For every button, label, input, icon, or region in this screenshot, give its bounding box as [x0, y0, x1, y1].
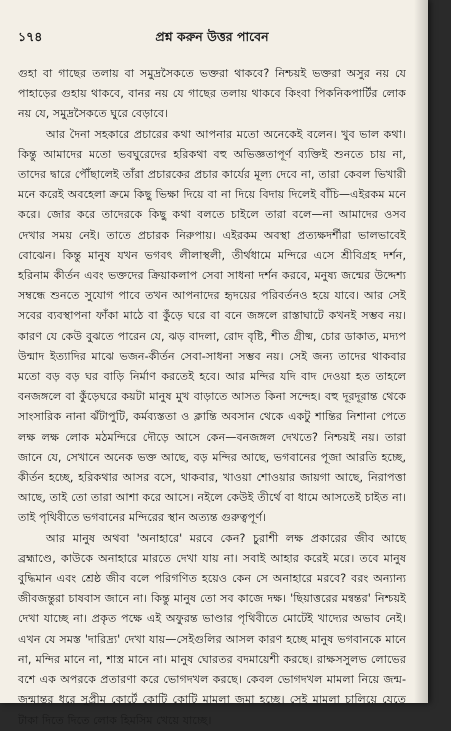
paragraph-1: গুহা বা গাছের তলায় বা সমুদ্রসৈকতে ভক্তরা থাকবে? নিশ্চয়ই ভক্তরা অসুর নয় যে পাহাড়ের গুহায় থাকবে, বানর নয় যে গাছের তলায় থাকবে কিংবা পিকনিকপার্টির লোক নয় যে, সমুদ্রসৈকতে ঘুরে বেড়াবে। — [18, 67, 406, 121]
page-header — [18, 30, 406, 48]
paragraph-3: আর মানুষ অথবা 'অনাহারে' মরবে কেন? চুরাশী লক্ষ প্রকারের জীব আছে ব্রহ্মাণ্ডে, কাউকে অনাহারে মারতে দেখা যায় না। সবাই আহার করেই মরে। তবে মানুষ বুদ্ধিমান এবং শ্রেষ্ঠ জীব বলে পরিগণিত হয়েও কেন সে অনাহারে মরবে? বরং অন্যান্য জীবজন্তুরা চাষবাস জানে না। কিন্তু মানুষ তো সব কাজে দক্ষ। 'ছিয়াত্তরের মন্বন্তর' নিশ্চয়ই দেখা যাচ্ছে না। প্রকৃত পক্ষে এই অফুরন্ত ভাণ্ডার পৃথিবীতে মোটেই খাদ্যের অভাব নেই। এখন যে সমস্ত 'দারিদ্র্য' দেখা যায়—সেইগুলির আসল কারণ হচ্ছে মানুষ ভগবানকে মানে না, মন্দির মানে না, শাস্ত্র মানে না। মানুষ ঘোরতর বদমায়েশী করছে। রাক্ষসসুলভ লোভের বশে এক অপরকে প্রতারণা করে ভোগদখল করছে। কেবল ভোগদখল মামলা নিয়ে জন্ম-জন্মান্তর ধরে সুপ্রীম কোর্টে কোটি কোটি মামলা জমা হচ্ছে। সেই মামলা চালিয়ে যেতে টাকা দিতে দিতে লোক হিমসিম খেয়ে যাচ্ছে। — [18, 531, 406, 727]
page-number: ১৭৪ — [18, 29, 43, 44]
body-text — [18, 64, 406, 731]
running-title: প্রশ্ন করুন উত্তর পাবেন — [155, 29, 269, 44]
paragraph-2: আর দৈনা সহকারে প্রচারের কথা আপনার মতো অনেকেই বলেন। খুব ভাল কথা। কিন্তু আমাদের মতো ভবঘুরেদের হরিকথা বহু অভিজ্ঞতাপূর্ণ ব্যক্তিই শুনতে চায় না, তাদের দ্বারে পৌঁছালেই তাঁরা প্রচারকের প্রচার কার্যের মূল্য দেবে না, তারা কেবল ভিখারী মনে করেই অবহেলা ক্রমে কিছু ভিক্ষা দিয়ে বা না দিয়ে বিদায় দিলেই বাঁচি—এইরকম মনে করে। জোর করে তাদেরকে কিছু কথা বলতে চাইলে তারা বলে—না আমাদের ওসব দেখার সময় নেই। তাতে প্রচারক নিরুপায়। এইরকম অবস্থা প্রত্যক্ষদর্শীরা ভালভাবেই বোঝেন। কিন্তু মানুষ যখন ভগবৎ লীলাস্থলী, তীর্থধামে মন্দিরে এসে শ্রীবিগ্রহ দর্শন, হরিনাম কীর্তন এবং ভক্তদের ক্রিয়াকলাপ সেবা সাধনা দর্শন করবে, মনুষ্য জন্মের উদ্দেশ্য সম্বন্ধে শুনতে সুযোগ পাবে তখন আপনাদের হৃদয়ের পরিবর্তনও হয়ে যাবে। আর সেই সবের ব্যবস্থাপনা ফাঁকা মাঠে বা কুঁড়ে ঘরে বা বনে জঙ্গলে রাস্তাঘাটে কখনই সম্ভব নয়। কারণ যে কেউ বুঝতে পারেন যে, ঝড় বাদলা, রোদ বৃষ্টি, শীত গ্রীষ্ম, চোর ডাকাত, মদ্যপ উন্মাদ ইত্যাদির মাঝে ভজন-কীর্তন সেবা-সাধনা সম্ভব নয়। সেই জন্য তাদের থাকবার মতো বড় বড় ঘর বাড়ি নির্মাণ করতেই হবে। আর মন্দির যদি বাদ দেওয়া হত তাহলে বনজঙ্গলে বা কুঁড়েঘরে কয়টা মানুষ মুখ বাড়াতে আসত কিনা সন্দেহ। বহু দূরদূরান্ত থেকে সাংসারিক নানা ঝঁটাপুটি, কর্মব্যস্ততা ও ক্লান্তি অবসান থেকে একটু শান্তির নিশানা পেতে লক্ষ লক্ষ লোক মঠমন্দিরে দৌড়ে আসে কেন—বনজঙ্গল দেখতে? নিশ্চয়ই নয়। তারা জানে যে, সেখানে অনেক ভক্ত আছে, বড় মন্দির আছে, ভগবানের পূজা আরতি হচ্ছে, কীর্তন হচ্ছে, হরিকথার আসর বসে, থাকবার, খাওয়া শোওয়ার জায়গা আছে, নিরাপত্তা আছে, তাই তো তারা আশা করে আসে। নইলে কেউই তীর্থে বা ধামে আসতেই চাইত না। তাই পৃথিবীতে ভগবানের মন্দিরের স্থান অত্যন্ত গুরুত্বপূর্ণ। — [18, 127, 406, 525]
